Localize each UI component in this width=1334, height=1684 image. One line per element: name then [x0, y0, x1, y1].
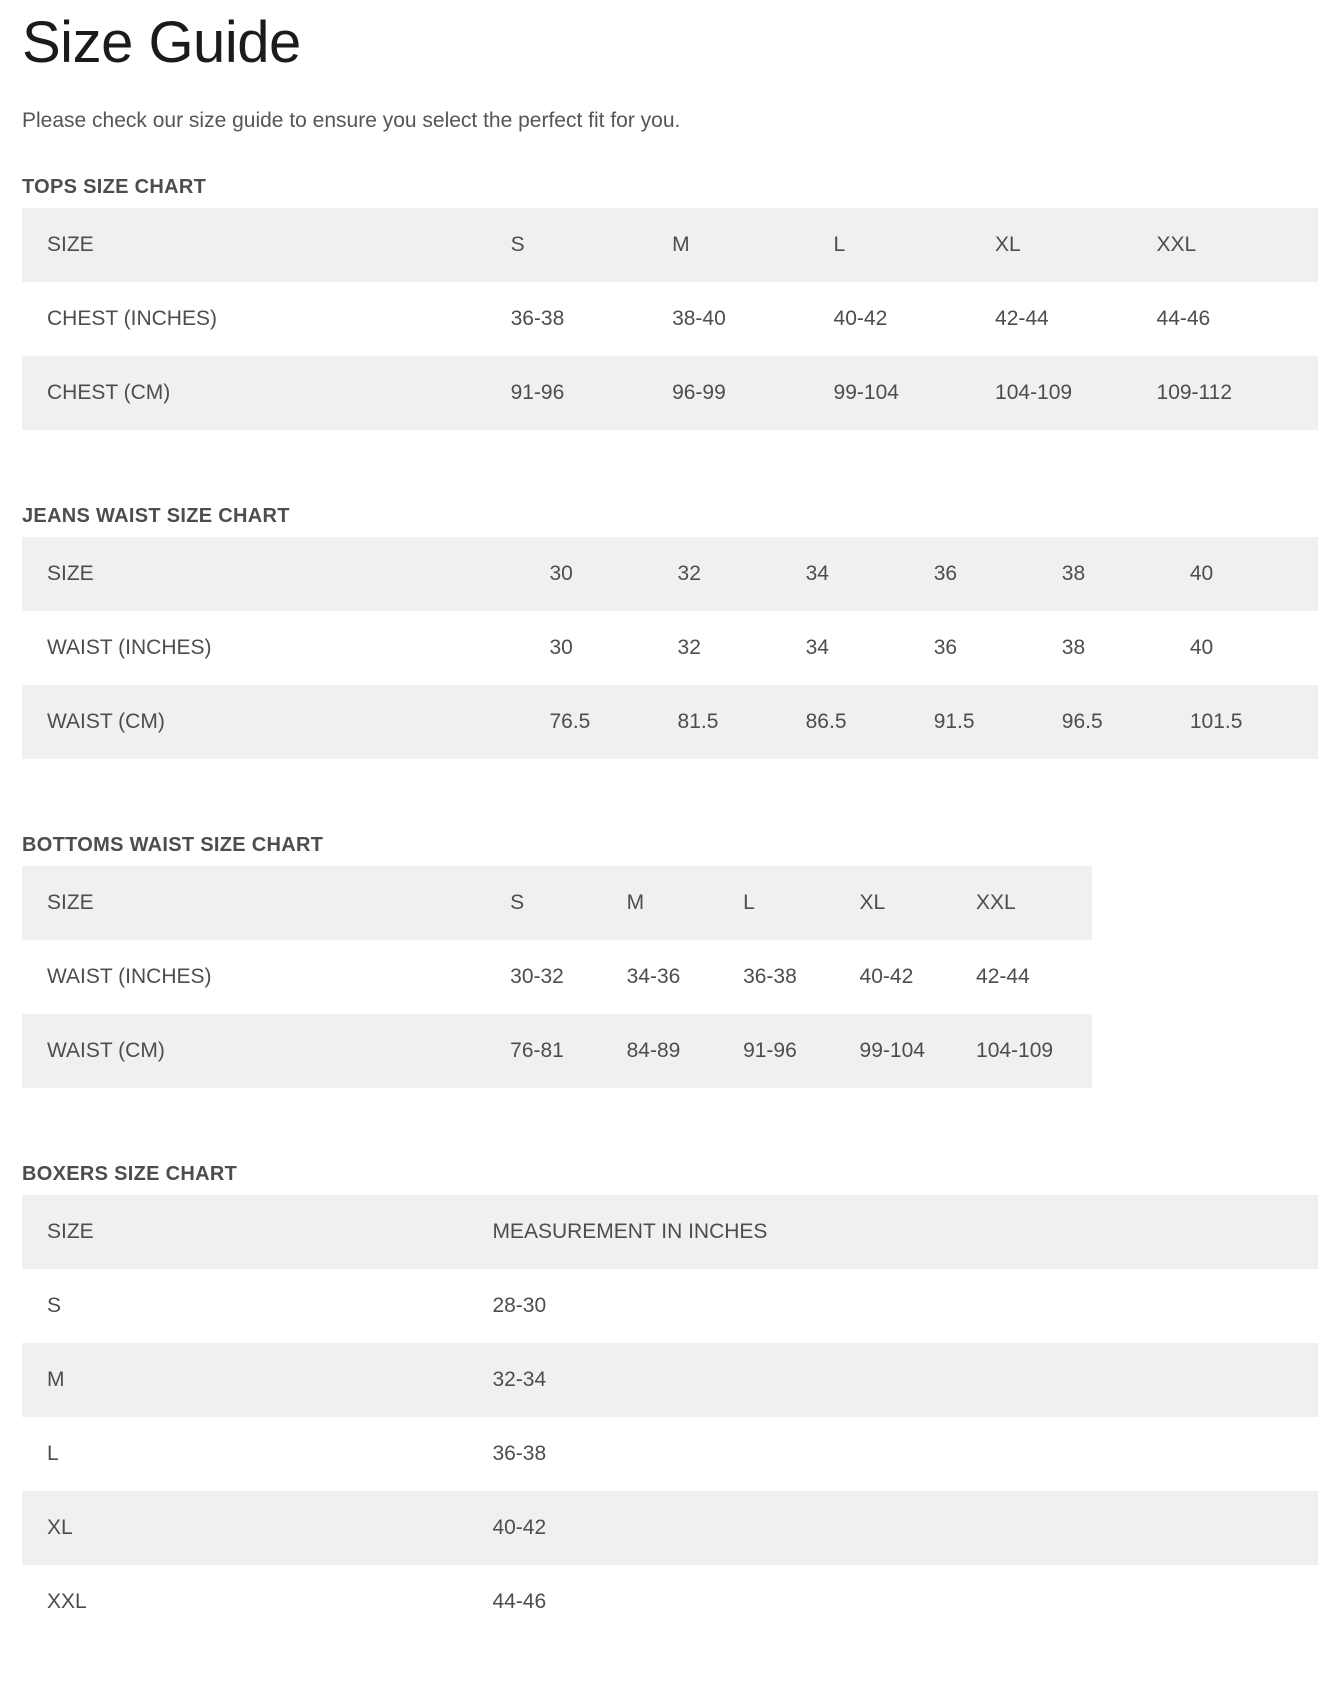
section-bottoms-waist-size-chart — [22, 833, 1318, 1088]
value-cell: 36 — [934, 537, 1062, 611]
row-label-cell: SIZE — [22, 208, 511, 282]
boxers-size-table — [22, 1195, 1318, 1639]
row-label-cell: WAIST (INCHES) — [47, 636, 212, 660]
page-title: Size Guide — [22, 10, 301, 75]
row-label-cell: XXL — [47, 1590, 87, 1614]
value-cell: 40-42 — [492, 1491, 1318, 1565]
value-cell: 38-40 — [672, 307, 726, 331]
page-subtitle: Please check our size guide to ensure you select the perfect fit for you. — [22, 108, 681, 132]
value-cell: 84-89 — [627, 1014, 743, 1088]
value-cell: 30-32 — [510, 965, 564, 989]
value-cell: 40 — [1189, 636, 1214, 660]
table-row — [22, 356, 1318, 430]
value-cell: 36-38 — [492, 1442, 547, 1466]
value-cell: M — [672, 208, 833, 282]
value-cell: 101.5 — [1190, 685, 1318, 759]
value-cell: 30 — [549, 537, 677, 611]
value-cell: 32 — [677, 636, 701, 660]
table-row — [22, 685, 1318, 759]
size-guide-page — [0, 10, 1334, 1674]
value-cell: 86.5 — [806, 685, 934, 759]
value-cell: XL — [995, 208, 1156, 282]
table-row — [22, 1269, 1318, 1343]
value-cell: 40 — [1190, 537, 1318, 611]
jeans-waist-size-table — [22, 537, 1318, 759]
value-cell: 99-104 — [834, 356, 995, 430]
section-heading-tops: TOPS SIZE CHART — [22, 176, 207, 199]
value-cell: 81.5 — [678, 685, 806, 759]
row-label-cell: WAIST (CM) — [22, 1014, 510, 1088]
table-row — [22, 1491, 1318, 1565]
value-cell: 91.5 — [934, 685, 1062, 759]
section-heading-jeans-waist: JEANS WAIST SIZE CHART — [22, 505, 290, 528]
row-label-cell: SIZE — [22, 1195, 492, 1269]
value-cell: XL — [860, 866, 976, 940]
section-heading-boxers: BOXERS SIZE CHART — [22, 1163, 238, 1186]
value-cell: 44-46 — [1156, 307, 1211, 331]
value-cell: 44-46 — [492, 1590, 547, 1614]
section-boxers-size-chart — [22, 1162, 1318, 1639]
table-row — [22, 1014, 1092, 1088]
row-label-cell: SIZE — [22, 866, 510, 940]
section-heading-bottoms-waist: BOTTOMS WAIST SIZE CHART — [22, 834, 324, 857]
table-row — [22, 282, 1318, 356]
table-row — [22, 611, 1318, 685]
value-cell: 109-112 — [1157, 356, 1318, 430]
table-row — [22, 1195, 1318, 1269]
value-cell: 34 — [806, 537, 934, 611]
value-cell: 96.5 — [1062, 685, 1190, 759]
value-cell: 40-42 — [833, 307, 888, 331]
value-cell: 28-30 — [492, 1294, 547, 1318]
value-cell: 96-99 — [672, 356, 833, 430]
value-cell: 36 — [933, 636, 958, 660]
value-cell: S — [511, 208, 672, 282]
value-cell: 36-38 — [510, 307, 565, 331]
value-cell: 91-96 — [511, 356, 672, 430]
value-cell: 34-36 — [626, 965, 681, 989]
value-cell: XXL — [976, 866, 1092, 940]
table-row — [22, 1343, 1318, 1417]
value-cell: 36-38 — [743, 965, 797, 989]
value-cell: 91-96 — [743, 1014, 859, 1088]
row-label-cell: S — [47, 1294, 62, 1318]
table-row — [22, 537, 1318, 611]
row-label-cell: L — [47, 1442, 59, 1466]
value-cell: 76-81 — [510, 1014, 626, 1088]
value-cell: 32-34 — [492, 1343, 1318, 1417]
value-cell: MEASUREMENT IN INCHES — [492, 1195, 1318, 1269]
value-cell: 76.5 — [549, 685, 677, 759]
value-cell: L — [834, 208, 995, 282]
table-row — [22, 940, 1092, 1014]
value-cell: 99-104 — [860, 1014, 976, 1088]
bottoms-waist-size-table — [22, 866, 1092, 1088]
value-cell: 40-42 — [859, 965, 914, 989]
value-cell: 104-109 — [995, 356, 1156, 430]
table-row — [22, 1417, 1318, 1491]
row-label-cell: CHEST (CM) — [22, 356, 511, 430]
value-cell: 38 — [1062, 537, 1190, 611]
row-label-cell: M — [22, 1343, 492, 1417]
value-cell: 32 — [678, 537, 806, 611]
section-jeans-waist-size-chart — [22, 504, 1318, 759]
value-cell: 104-109 — [976, 1014, 1092, 1088]
value-cell: L — [743, 866, 859, 940]
table-row — [22, 208, 1318, 282]
value-cell: 42-44 — [976, 965, 1030, 989]
section-tops-size-chart — [22, 175, 1318, 430]
tops-size-table — [22, 208, 1318, 430]
row-label-cell: SIZE — [22, 537, 549, 611]
table-row — [22, 1565, 1318, 1639]
row-label-cell: WAIST (CM) — [22, 685, 549, 759]
row-label-cell: WAIST (INCHES) — [47, 965, 212, 989]
table-row — [22, 866, 1092, 940]
value-cell: XXL — [1157, 208, 1318, 282]
value-cell: 42-44 — [995, 307, 1049, 331]
value-cell: 38 — [1061, 636, 1086, 660]
row-label-cell: CHEST (INCHES) — [47, 307, 217, 331]
value-cell: S — [510, 866, 626, 940]
value-cell: M — [627, 866, 743, 940]
row-label-cell: XL — [22, 1491, 492, 1565]
value-cell: 30 — [549, 636, 573, 660]
value-cell: 34 — [805, 636, 829, 660]
